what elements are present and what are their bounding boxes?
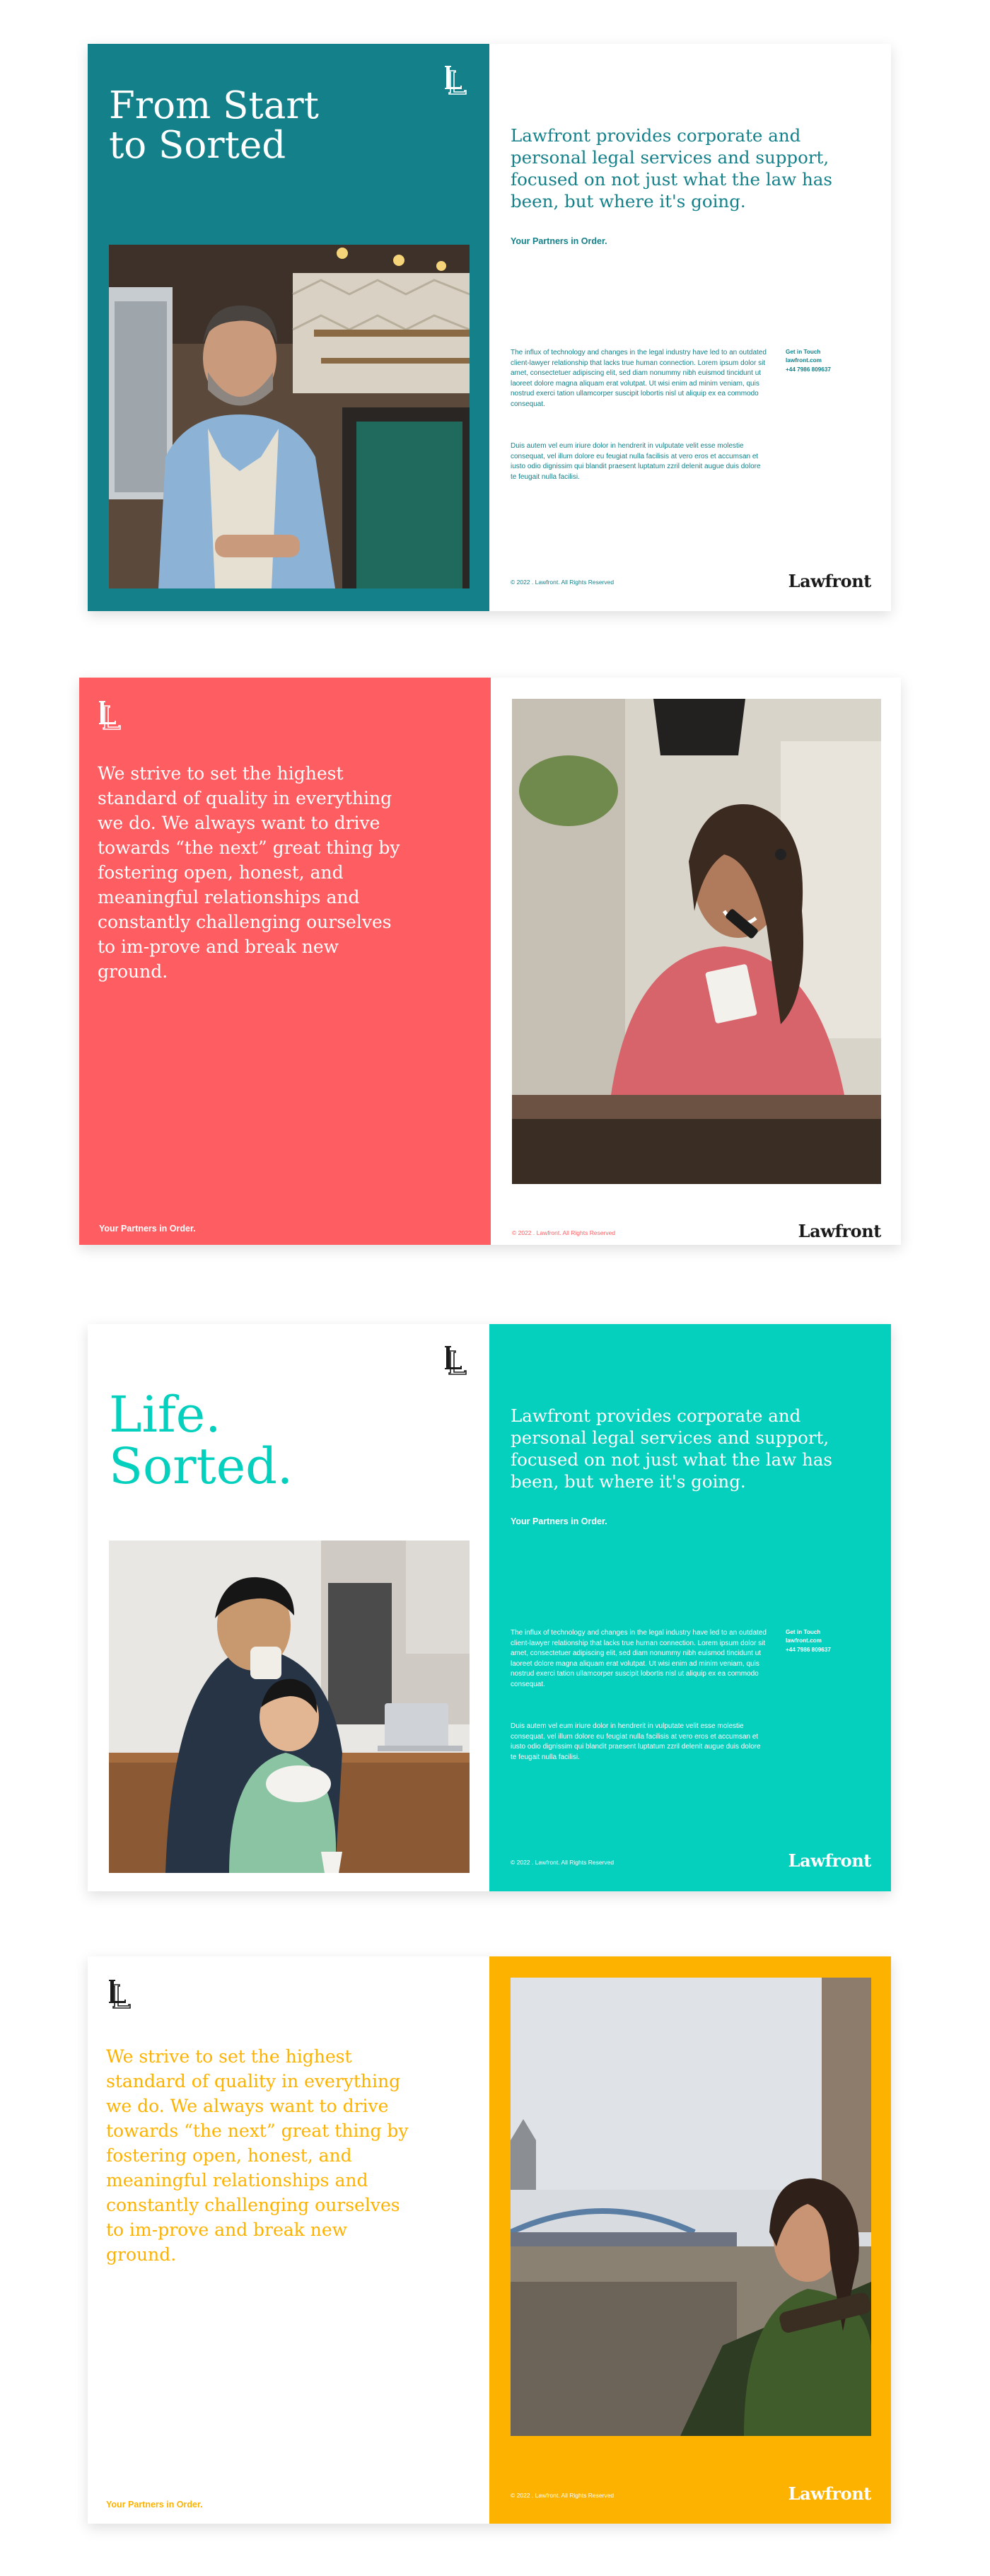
contact-phone: +44 7986 809637	[786, 366, 831, 373]
spread-4-quote: We strive to set the highest standard of quality in everything we do. We always want to drive towards “the next” great thing by fostering open, honest, and meaningful relationships and constantly challenging ourselves to im-prove and break new ground.	[106, 2046, 409, 2265]
lawfront-monogram-icon	[107, 1978, 132, 2010]
spread-2-quote: We strive to set the highest standard of quality in everything we do. We always want to drive towards “the next” great thing by fostering open, honest, and meaningful relationships and constantly challenging ourselves to im-prove and break new ground.	[98, 763, 400, 982]
spread-4	[88, 1956, 891, 2524]
spread-4-copyright: © 2022 . Lawfront. All Rights Reserved	[511, 2492, 615, 2499]
spread-4-photo	[511, 1978, 871, 2436]
contact-web-link[interactable]: lawfront.com	[786, 357, 822, 364]
lawfront-monogram-icon	[98, 699, 122, 731]
spread-1-photo	[109, 245, 470, 588]
spread-3-tagline: Your Partners in Order.	[511, 1516, 607, 1526]
contact-title: Get in Touch	[786, 349, 821, 355]
spread-2	[79, 678, 901, 1245]
contact-web-link[interactable]: lawfront.com	[786, 1637, 822, 1644]
spread-3-brand-wordmark: Lawfront	[788, 1850, 871, 1871]
spread-1-tagline: Your Partners in Order.	[511, 236, 607, 246]
lawfront-monogram-icon	[443, 64, 467, 96]
spread-1-left-page	[88, 44, 489, 611]
spread-2-copyright: © 2022 . Lawfront. All Rights Reserved	[512, 1229, 616, 1236]
spread-4-right-page	[489, 1956, 891, 2524]
spread-3	[88, 1324, 891, 1891]
spread-1-right-page	[489, 44, 891, 611]
spread-1-headline: From Start to Sorted	[109, 84, 319, 167]
spread-2-left-page	[79, 678, 491, 1245]
spread-1-contact	[786, 348, 831, 374]
spread-3-headline: Life. Sorted.	[109, 1386, 293, 1495]
spread-4-brand-wordmark: Lawfront	[788, 2483, 871, 2504]
spread-1-intro: Lawfront provides corporate and personal legal services and support, focused on not just what the law has been, but where it's going.	[511, 125, 832, 211]
spread-3-copyright: © 2022 . Lawfront. All Rights Reserved	[511, 1859, 615, 1866]
spread-3-contact	[786, 1628, 831, 1654]
spread-2-photo	[512, 699, 881, 1184]
spread-1-body-1: The influx of technology and changes in the legal industry have led to an outdated client-lawyer relationship that lacks true human connection. Lorem ipsum dolor sit amet, consectetuer adipiscing elit, sed diam nonummy nibh euismod tincidunt ut laoreet dolore magna aliquam erat volutpat. Ut wisi enim ad minim veniam, quis nostrud exerci tation ullamcorper suscipit lobortis nisl ut aliquip ex ea commodo consequat.	[511, 349, 767, 408]
spread-1	[88, 44, 891, 611]
lawfront-monogram-icon	[443, 1344, 467, 1376]
spread-3-body-1: The influx of technology and changes in the legal industry have led to an outdated client-lawyer relationship that lacks true human connection. Lorem ipsum dolor sit amet, consectetuer adipiscing elit, sed diam nonummy nibh euismod tincidunt ut laoreet dolore magna aliquam erat volutpat. Ut wisi enim ad minim veniam, quis nostrud exerci tation ullamcorper suscipit lobortis nisl ut aliquip ex ea commodo consequat.	[511, 1629, 767, 1688]
spread-1-copyright: © 2022 . Lawfront. All Rights Reserved	[511, 579, 615, 586]
spread-3-left-page	[88, 1324, 489, 1891]
spread-3-intro: Lawfront provides corporate and personal legal services and support, focused on not just what the law has been, but where it's going.	[511, 1405, 832, 1492]
contact-title: Get in Touch	[786, 1629, 821, 1635]
spread-4-left-page	[88, 1956, 489, 2524]
spread-1-body-2: Duis autem vel eum iriure dolor in hendrerit in vulputate velit esse molestie consequat, vel illum dolore eu feugiat nulla facilisis at vero eros et accumsan et iusto odio dignissim qui blandit praesent luptatum zzril delenit augue duis dolore te feugait nulla facilisi.	[511, 442, 761, 481]
spread-2-tagline: Your Partners in Order.	[99, 1224, 196, 1234]
spread-3-body-2: Duis autem vel eum iriure dolor in hendrerit in vulputate velit esse molestie consequat, vel illum dolore eu feugiat nulla facilisis at vero eros et accumsan et iusto odio dignissim qui blandit praesent luptatum zzril delenit augue duis dolore te feugait nulla facilisi.	[511, 1722, 761, 1761]
spread-1-brand-wordmark: Lawfront	[788, 571, 871, 591]
spread-4-tagline: Your Partners in Order.	[106, 2500, 203, 2510]
spread-2-brand-wordmark: Lawfront	[798, 1221, 881, 1241]
contact-phone: +44 7986 809637	[786, 1646, 831, 1653]
spread-2-right-page	[491, 678, 901, 1245]
spread-3-photo	[109, 1541, 470, 1873]
spread-3-right-page	[489, 1324, 891, 1891]
